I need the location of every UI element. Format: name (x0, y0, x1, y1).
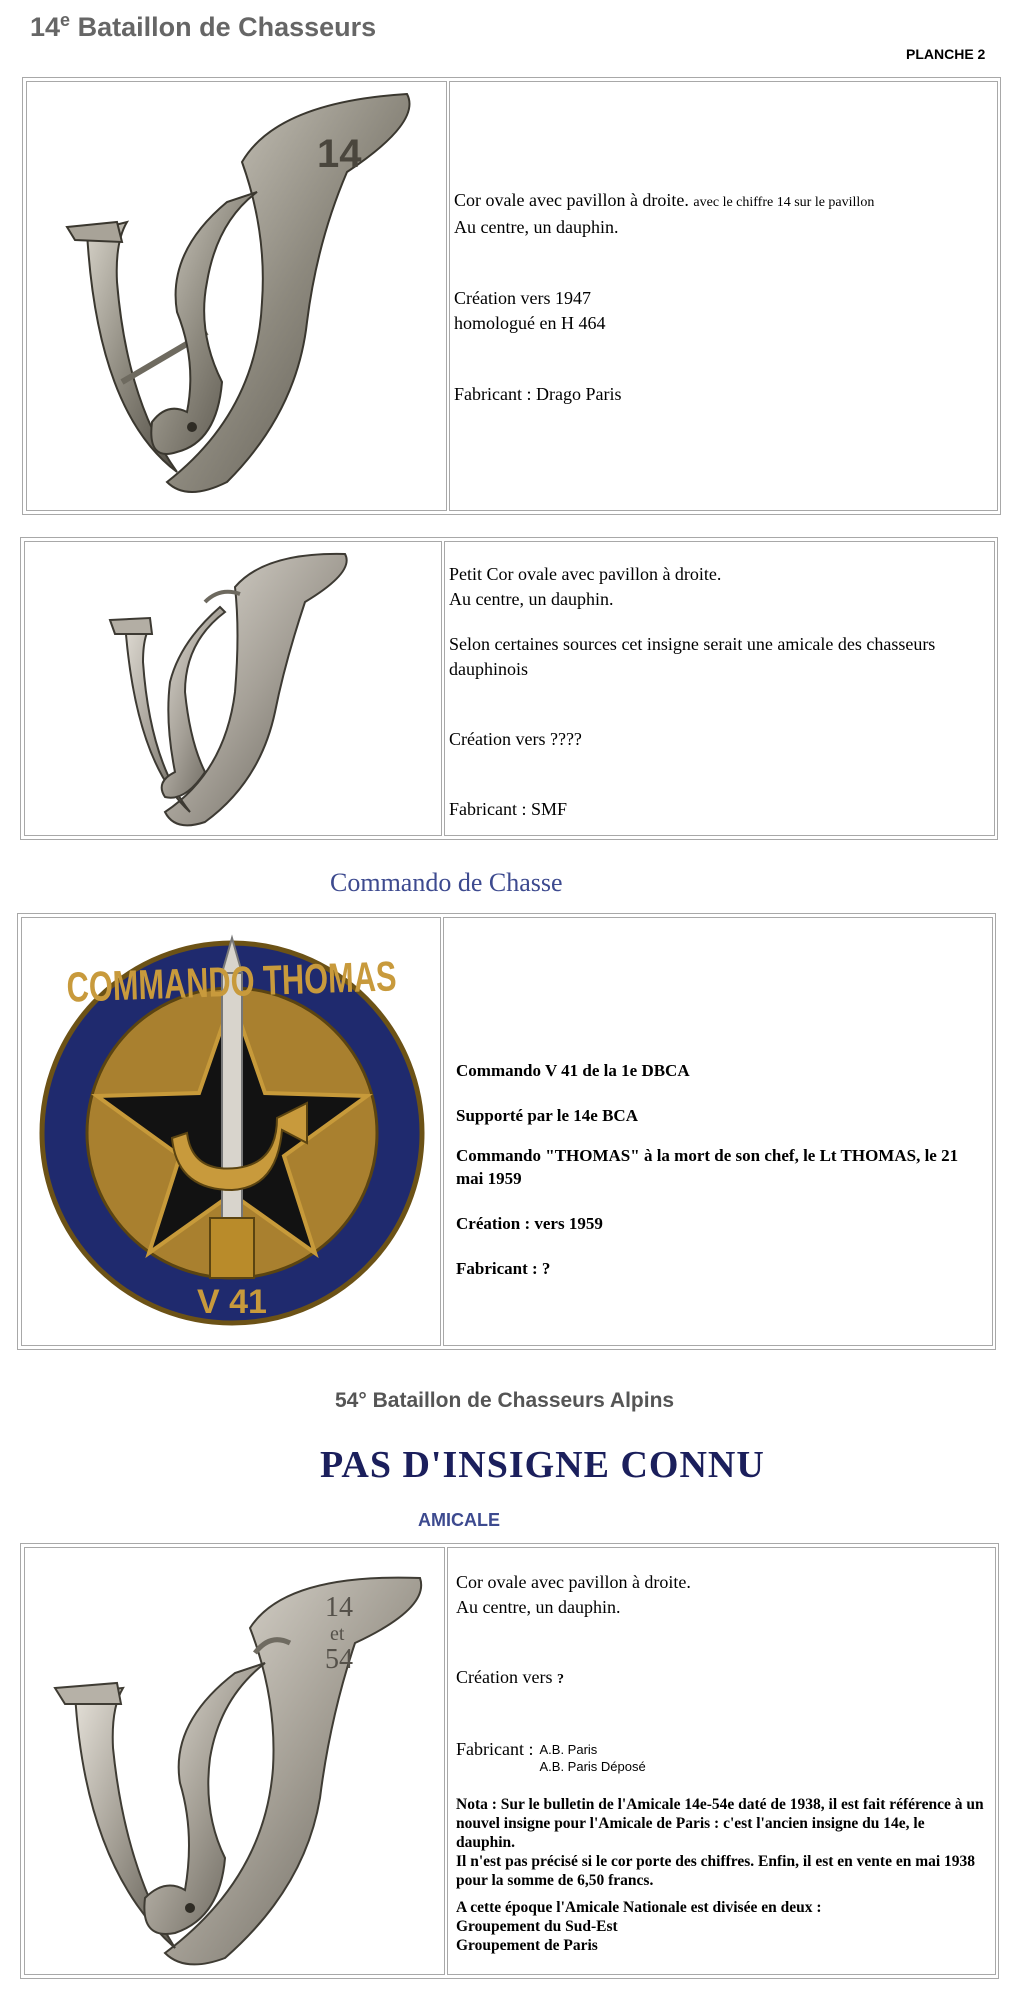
amicale-horn-dolphin-image (25, 1548, 446, 1976)
nota-1: Nota : Sur le bulletin de l'Amicale 14e-54e daté de 1938, il est fait référence à un nouvel insigne pour l'Amicale de Paris : c'est l'ancien insigne du 14e, le dauphin. (456, 1796, 984, 1851)
no-insignia-heading: PAS D'INSIGNE CONNU (320, 1444, 765, 1486)
badge-54: 54 (325, 1644, 353, 1675)
nota-block (456, 1795, 985, 1955)
section-54-number: 54° (335, 1389, 367, 1412)
homologation-text: homologué en H 464 (454, 313, 606, 333)
fabricant-block (456, 1737, 985, 1775)
planche-label: PLANCHE 2 (906, 46, 986, 62)
badge-14: 14 (325, 1592, 353, 1623)
fabricant-label: Fabricant : (456, 1739, 534, 1759)
nota-2: Il n'est pas précisé si le cor porte des chiffres. Enfin, il est en vente en mai 1938 pour la somme de 6,50 francs. (456, 1853, 976, 1889)
creation-text (456, 1665, 985, 1692)
fabricant-text: Fabricant : ? (456, 1259, 551, 1278)
commando-section-heading: Commando de Chasse (330, 868, 563, 897)
page-title (30, 10, 376, 43)
fabricant-value-1: A.B. Paris (539, 1742, 598, 1757)
description-line-1 (454, 188, 997, 215)
commando-line-3: Commando "THOMAS" à la mort de son chef, le Lt THOMAS, le 21 mai 1959 (456, 1146, 959, 1188)
insignia-text-cell-1 (449, 81, 998, 511)
description-line-2: Au centre, un dauphin. (456, 1597, 621, 1617)
fabricant-text: Fabricant : SMF (449, 799, 568, 819)
section-54-heading (335, 1389, 674, 1413)
title-text: Bataillon de Chasseurs (77, 12, 377, 42)
insignia-table-1 (22, 77, 1001, 515)
sources-text: Selon certaines sources cet insigne serait une amicale des chasseurs dauphinois (449, 634, 936, 679)
nota-5: Groupement de Paris (456, 1937, 598, 1954)
creation-value: ? (556, 1672, 564, 1687)
fabricant-values (539, 1737, 645, 1775)
creation-text: Création vers 1947 (454, 288, 591, 308)
title-sup: e (60, 10, 71, 30)
badge-bottom-text: V 41 (197, 1283, 267, 1321)
badge-ring-text: COMMANDO THOMAS (65, 948, 518, 1011)
nota-4: Groupement du Sud-Est (456, 1918, 618, 1935)
description-line-1: Cor ovale avec pavillon à droite. (456, 1572, 691, 1592)
title-number: 14 (30, 12, 61, 42)
insignia-image-cell-4 (24, 1547, 445, 1975)
creation-label: Création vers (456, 1667, 553, 1687)
fabricant-value-2: A.B. Paris Déposé (539, 1759, 646, 1774)
insignia-text-cell-2 (444, 541, 995, 836)
fabricant-text: Fabricant : Drago Paris (454, 384, 622, 404)
amicale-heading: AMICALE (418, 1510, 500, 1530)
insignia-table-4 (20, 1543, 999, 1979)
description-line-2: Au centre, un dauphin. (449, 589, 614, 609)
description-main: Cor ovale avec pavillon à droite. (454, 190, 689, 210)
description-line-1: Petit Cor ovale avec pavillon à droite. (449, 564, 722, 584)
insignia-table-2 (20, 537, 998, 840)
creation-text: Création vers ???? (449, 729, 582, 749)
hunting-horn-dolphin-image (27, 82, 448, 512)
insignia-image-cell-1 (26, 81, 447, 511)
insignia-table-3 (17, 913, 996, 1350)
description-line-2: Au centre, un dauphin. (454, 217, 619, 237)
insignia-text-cell-3 (443, 917, 993, 1346)
description-small: avec le chiffre 14 sur le pavillon (693, 195, 875, 210)
commando-line-2: Supporté par le 14e BCA (456, 1106, 638, 1125)
small-hunting-horn-image (25, 542, 443, 837)
badge-number: 14 (317, 132, 362, 176)
commando-line-1: Commando V 41 de la 1e DBCA (456, 1061, 690, 1080)
insignia-text-cell-4 (447, 1547, 996, 1975)
insignia-image-cell-2 (24, 541, 442, 836)
nota-3: A cette époque l'Amicale Nationale est divisée en deux : (456, 1899, 822, 1916)
badge-et: et (330, 1623, 345, 1645)
section-54-title: Bataillon de Chasseurs Alpins (372, 1389, 675, 1412)
creation-text: Création : vers 1959 (456, 1214, 603, 1233)
